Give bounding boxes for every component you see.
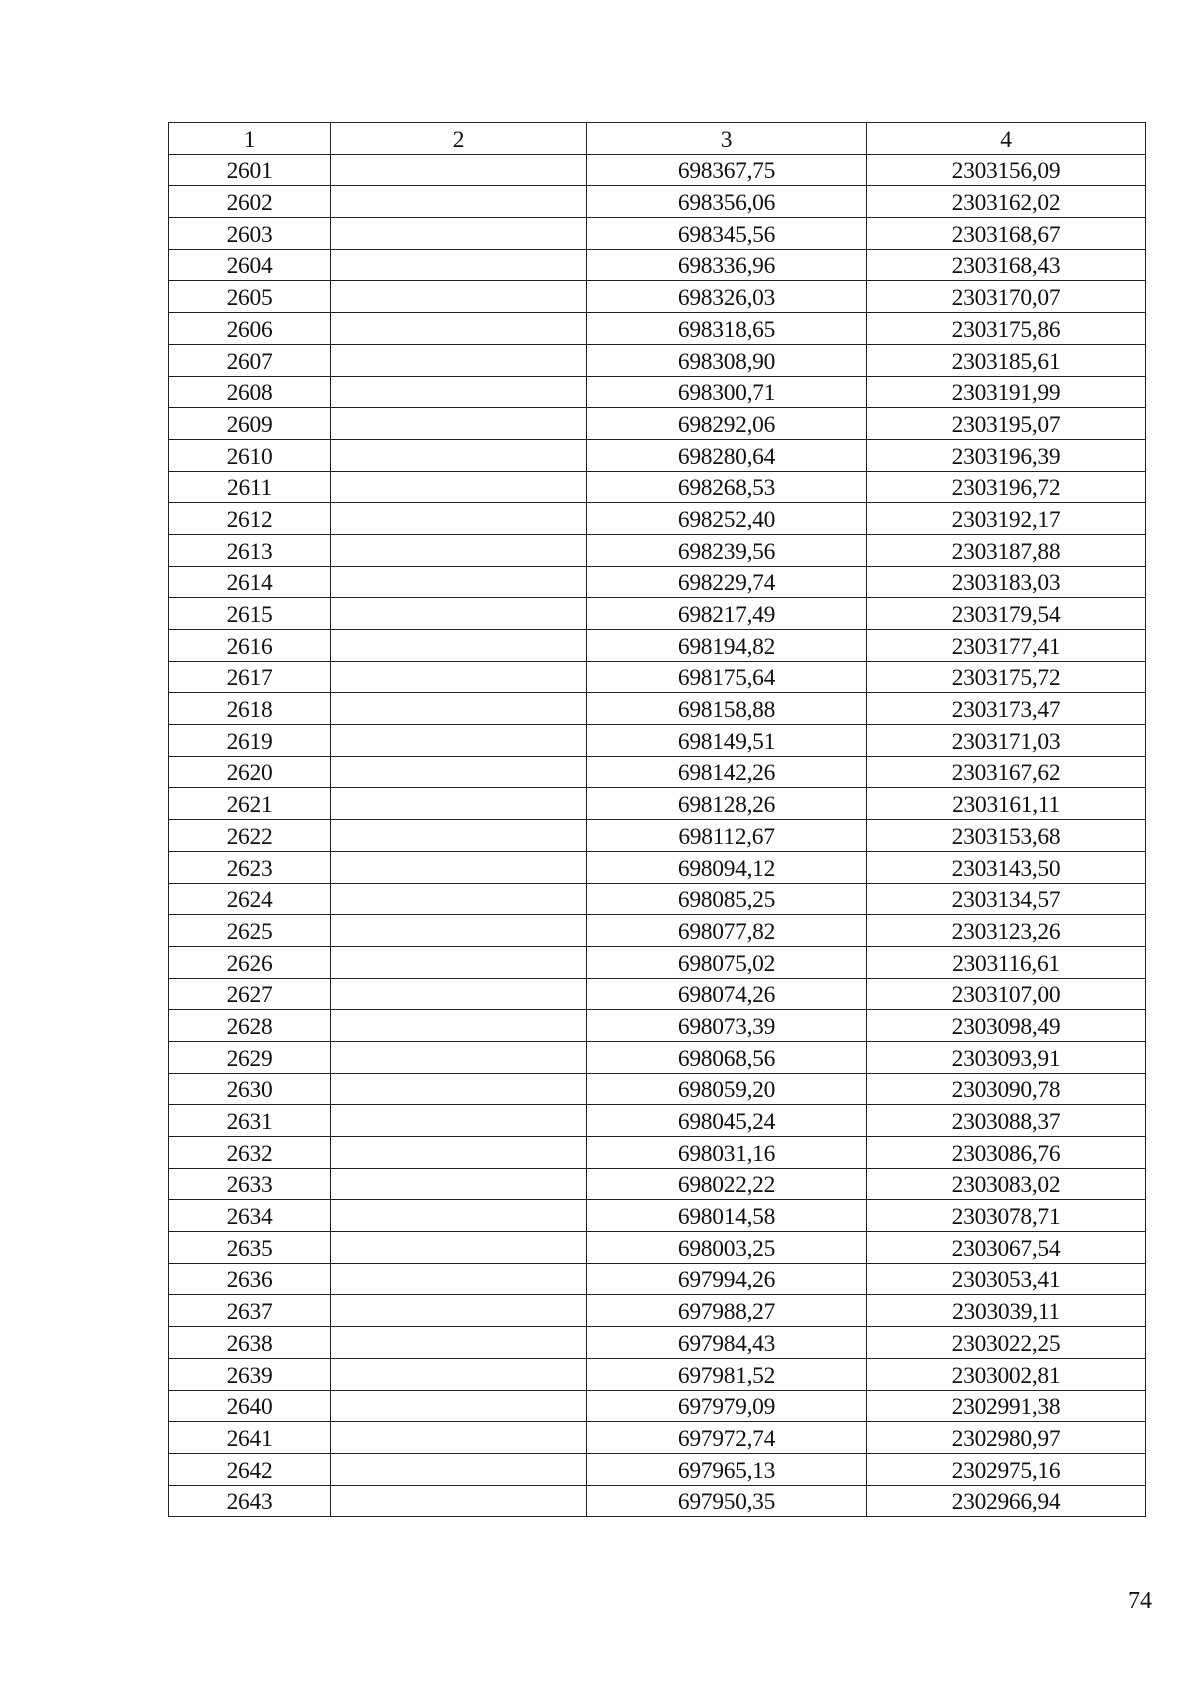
y-coordinate-cell: 2303177,41 bbox=[867, 630, 1146, 662]
y-coordinate-cell: 2303156,09 bbox=[867, 154, 1146, 186]
empty-cell bbox=[331, 1200, 587, 1232]
x-coordinate-cell: 697984,43 bbox=[587, 1327, 867, 1359]
empty-cell bbox=[331, 439, 587, 471]
y-coordinate-cell: 2303123,26 bbox=[867, 915, 1146, 947]
point-number-cell: 2602 bbox=[169, 186, 331, 218]
point-number-cell: 2633 bbox=[169, 1168, 331, 1200]
empty-cell bbox=[331, 313, 587, 345]
y-coordinate-cell: 2303153,68 bbox=[867, 820, 1146, 852]
y-coordinate-cell: 2303143,50 bbox=[867, 851, 1146, 883]
x-coordinate-cell: 698094,12 bbox=[587, 851, 867, 883]
table-row bbox=[169, 154, 1146, 186]
x-coordinate-cell: 697994,26 bbox=[587, 1263, 867, 1295]
empty-cell bbox=[331, 1010, 587, 1042]
table-row bbox=[169, 376, 1146, 408]
x-coordinate-cell: 698308,90 bbox=[587, 344, 867, 376]
table-row bbox=[169, 503, 1146, 535]
point-number-cell: 2640 bbox=[169, 1390, 331, 1422]
empty-cell bbox=[331, 376, 587, 408]
table-row bbox=[169, 471, 1146, 503]
table-row bbox=[169, 1485, 1146, 1517]
y-coordinate-cell: 2303175,86 bbox=[867, 313, 1146, 345]
table-row bbox=[169, 915, 1146, 947]
table-row bbox=[169, 218, 1146, 250]
table-row bbox=[169, 313, 1146, 345]
point-number-cell: 2635 bbox=[169, 1232, 331, 1264]
empty-cell bbox=[331, 883, 587, 915]
table-row bbox=[169, 946, 1146, 978]
point-number-cell: 2641 bbox=[169, 1422, 331, 1454]
x-coordinate-cell: 698318,65 bbox=[587, 313, 867, 345]
point-number-cell: 2627 bbox=[169, 978, 331, 1010]
x-coordinate-cell: 697965,13 bbox=[587, 1453, 867, 1485]
table-row bbox=[169, 978, 1146, 1010]
y-coordinate-cell: 2303053,41 bbox=[867, 1263, 1146, 1295]
x-coordinate-cell: 698085,25 bbox=[587, 883, 867, 915]
empty-cell bbox=[331, 693, 587, 725]
y-coordinate-cell: 2302980,97 bbox=[867, 1422, 1146, 1454]
point-number-cell: 2601 bbox=[169, 154, 331, 186]
x-coordinate-cell: 698292,06 bbox=[587, 408, 867, 440]
point-number-cell: 2637 bbox=[169, 1295, 331, 1327]
point-number-cell: 2613 bbox=[169, 534, 331, 566]
table-row bbox=[169, 756, 1146, 788]
x-coordinate-cell: 698059,20 bbox=[587, 1073, 867, 1105]
table-row bbox=[169, 1453, 1146, 1485]
table-row bbox=[169, 344, 1146, 376]
y-coordinate-cell: 2303168,43 bbox=[867, 249, 1146, 281]
table-row bbox=[169, 1200, 1146, 1232]
table-header bbox=[169, 123, 1146, 155]
x-coordinate-cell: 697988,27 bbox=[587, 1295, 867, 1327]
table-row bbox=[169, 1327, 1146, 1359]
y-coordinate-cell: 2302975,16 bbox=[867, 1453, 1146, 1485]
table-row bbox=[169, 1295, 1146, 1327]
x-coordinate-cell: 697972,74 bbox=[587, 1422, 867, 1454]
point-number-cell: 2615 bbox=[169, 598, 331, 630]
x-coordinate-cell: 698175,64 bbox=[587, 661, 867, 693]
table-row bbox=[169, 1137, 1146, 1169]
empty-cell bbox=[331, 1041, 587, 1073]
table-row bbox=[169, 598, 1146, 630]
empty-cell bbox=[331, 1073, 587, 1105]
table-row bbox=[169, 1041, 1146, 1073]
empty-cell bbox=[331, 408, 587, 440]
table-row bbox=[169, 1422, 1146, 1454]
point-number-cell: 2636 bbox=[169, 1263, 331, 1295]
table-row bbox=[169, 693, 1146, 725]
point-number-cell: 2629 bbox=[169, 1041, 331, 1073]
x-coordinate-cell: 698336,96 bbox=[587, 249, 867, 281]
empty-cell bbox=[331, 249, 587, 281]
empty-cell bbox=[331, 186, 587, 218]
empty-cell bbox=[331, 1137, 587, 1169]
point-number-cell: 2604 bbox=[169, 249, 331, 281]
y-coordinate-cell: 2303002,81 bbox=[867, 1358, 1146, 1390]
point-number-cell: 2620 bbox=[169, 756, 331, 788]
y-coordinate-cell: 2303167,62 bbox=[867, 756, 1146, 788]
x-coordinate-cell: 698014,58 bbox=[587, 1200, 867, 1232]
x-coordinate-cell: 698003,25 bbox=[587, 1232, 867, 1264]
point-number-cell: 2606 bbox=[169, 313, 331, 345]
y-coordinate-cell: 2303171,03 bbox=[867, 725, 1146, 757]
y-coordinate-cell: 2303187,88 bbox=[867, 534, 1146, 566]
point-number-cell: 2623 bbox=[169, 851, 331, 883]
point-number-cell: 2617 bbox=[169, 661, 331, 693]
y-coordinate-cell: 2303090,78 bbox=[867, 1073, 1146, 1105]
point-number-cell: 2626 bbox=[169, 946, 331, 978]
point-number-cell: 2614 bbox=[169, 566, 331, 598]
x-coordinate-cell: 698142,26 bbox=[587, 756, 867, 788]
header-row bbox=[169, 123, 1146, 155]
table-row bbox=[169, 1390, 1146, 1422]
table-row bbox=[169, 186, 1146, 218]
empty-cell bbox=[331, 756, 587, 788]
empty-cell bbox=[331, 344, 587, 376]
table-row bbox=[169, 1105, 1146, 1137]
x-coordinate-cell: 698356,06 bbox=[587, 186, 867, 218]
empty-cell bbox=[331, 661, 587, 693]
y-coordinate-cell: 2303039,11 bbox=[867, 1295, 1146, 1327]
empty-cell bbox=[331, 218, 587, 250]
empty-cell bbox=[331, 851, 587, 883]
table-row bbox=[169, 661, 1146, 693]
y-coordinate-cell: 2303179,54 bbox=[867, 598, 1146, 630]
y-coordinate-cell: 2302991,38 bbox=[867, 1390, 1146, 1422]
table-row bbox=[169, 1168, 1146, 1200]
point-number-cell: 2611 bbox=[169, 471, 331, 503]
table-row bbox=[169, 1232, 1146, 1264]
empty-cell bbox=[331, 1422, 587, 1454]
table-row bbox=[169, 1073, 1146, 1105]
x-coordinate-cell: 698074,26 bbox=[587, 978, 867, 1010]
y-coordinate-cell: 2303196,72 bbox=[867, 471, 1146, 503]
x-coordinate-cell: 698268,53 bbox=[587, 471, 867, 503]
table-row bbox=[169, 820, 1146, 852]
point-number-cell: 2622 bbox=[169, 820, 331, 852]
table-row bbox=[169, 281, 1146, 313]
empty-cell bbox=[331, 788, 587, 820]
y-coordinate-cell: 2303175,72 bbox=[867, 661, 1146, 693]
x-coordinate-cell: 698217,49 bbox=[587, 598, 867, 630]
x-coordinate-cell: 697981,52 bbox=[587, 1358, 867, 1390]
point-number-cell: 2628 bbox=[169, 1010, 331, 1042]
x-coordinate-cell: 698128,26 bbox=[587, 788, 867, 820]
table-row bbox=[169, 630, 1146, 662]
y-coordinate-cell: 2303107,00 bbox=[867, 978, 1146, 1010]
empty-cell bbox=[331, 1263, 587, 1295]
point-number-cell: 2618 bbox=[169, 693, 331, 725]
x-coordinate-cell: 698280,64 bbox=[587, 439, 867, 471]
y-coordinate-cell: 2303168,67 bbox=[867, 218, 1146, 250]
empty-cell bbox=[331, 1232, 587, 1264]
point-number-cell: 2609 bbox=[169, 408, 331, 440]
empty-cell bbox=[331, 281, 587, 313]
y-coordinate-cell: 2303191,99 bbox=[867, 376, 1146, 408]
x-coordinate-cell: 698252,40 bbox=[587, 503, 867, 535]
y-coordinate-cell: 2303116,61 bbox=[867, 946, 1146, 978]
empty-cell bbox=[331, 630, 587, 662]
x-coordinate-cell: 698229,74 bbox=[587, 566, 867, 598]
table-row bbox=[169, 439, 1146, 471]
point-number-cell: 2625 bbox=[169, 915, 331, 947]
table-row bbox=[169, 1010, 1146, 1042]
x-coordinate-cell: 698077,82 bbox=[587, 915, 867, 947]
y-coordinate-cell: 2303196,39 bbox=[867, 439, 1146, 471]
point-number-cell: 2631 bbox=[169, 1105, 331, 1137]
x-coordinate-cell: 698112,67 bbox=[587, 820, 867, 852]
table-body bbox=[169, 154, 1146, 1517]
empty-cell bbox=[331, 1168, 587, 1200]
y-coordinate-cell: 2303162,02 bbox=[867, 186, 1146, 218]
x-coordinate-cell: 698194,82 bbox=[587, 630, 867, 662]
point-number-cell: 2608 bbox=[169, 376, 331, 408]
y-coordinate-cell: 2303022,25 bbox=[867, 1327, 1146, 1359]
point-number-cell: 2619 bbox=[169, 725, 331, 757]
point-number-cell: 2624 bbox=[169, 883, 331, 915]
point-number-cell: 2632 bbox=[169, 1137, 331, 1169]
empty-cell bbox=[331, 534, 587, 566]
empty-cell bbox=[331, 598, 587, 630]
point-number-cell: 2612 bbox=[169, 503, 331, 535]
y-coordinate-cell: 2303161,11 bbox=[867, 788, 1146, 820]
table-row bbox=[169, 1263, 1146, 1295]
point-number-cell: 2638 bbox=[169, 1327, 331, 1359]
y-coordinate-cell: 2303078,71 bbox=[867, 1200, 1146, 1232]
header-cell-3: 3 bbox=[587, 123, 867, 155]
point-number-cell: 2634 bbox=[169, 1200, 331, 1232]
x-coordinate-cell: 698300,71 bbox=[587, 376, 867, 408]
x-coordinate-cell: 698326,03 bbox=[587, 281, 867, 313]
point-number-cell: 2610 bbox=[169, 439, 331, 471]
x-coordinate-cell: 698367,75 bbox=[587, 154, 867, 186]
y-coordinate-cell: 2303088,37 bbox=[867, 1105, 1146, 1137]
empty-cell bbox=[331, 1390, 587, 1422]
y-coordinate-cell: 2303134,57 bbox=[867, 883, 1146, 915]
point-number-cell: 2639 bbox=[169, 1358, 331, 1390]
y-coordinate-cell: 2303086,76 bbox=[867, 1137, 1146, 1169]
empty-cell bbox=[331, 915, 587, 947]
empty-cell bbox=[331, 1358, 587, 1390]
table-row bbox=[169, 1358, 1146, 1390]
empty-cell bbox=[331, 725, 587, 757]
y-coordinate-cell: 2303192,17 bbox=[867, 503, 1146, 535]
y-coordinate-cell: 2303083,02 bbox=[867, 1168, 1146, 1200]
x-coordinate-cell: 697950,35 bbox=[587, 1485, 867, 1517]
header-cell-1: 1 bbox=[169, 123, 331, 155]
y-coordinate-cell: 2303185,61 bbox=[867, 344, 1146, 376]
x-coordinate-cell: 698022,22 bbox=[587, 1168, 867, 1200]
empty-cell bbox=[331, 946, 587, 978]
empty-cell bbox=[331, 1105, 587, 1137]
y-coordinate-cell: 2303093,91 bbox=[867, 1041, 1146, 1073]
y-coordinate-cell: 2303170,07 bbox=[867, 281, 1146, 313]
table-row bbox=[169, 408, 1146, 440]
point-number-cell: 2642 bbox=[169, 1453, 331, 1485]
table-row bbox=[169, 566, 1146, 598]
empty-cell bbox=[331, 820, 587, 852]
x-coordinate-cell: 697979,09 bbox=[587, 1390, 867, 1422]
y-coordinate-cell: 2303098,49 bbox=[867, 1010, 1146, 1042]
x-coordinate-cell: 698345,56 bbox=[587, 218, 867, 250]
x-coordinate-cell: 698075,02 bbox=[587, 946, 867, 978]
table-row bbox=[169, 725, 1146, 757]
point-number-cell: 2607 bbox=[169, 344, 331, 376]
x-coordinate-cell: 698073,39 bbox=[587, 1010, 867, 1042]
x-coordinate-cell: 698031,16 bbox=[587, 1137, 867, 1169]
table-row bbox=[169, 883, 1146, 915]
empty-cell bbox=[331, 566, 587, 598]
x-coordinate-cell: 698239,56 bbox=[587, 534, 867, 566]
point-number-cell: 2643 bbox=[169, 1485, 331, 1517]
x-coordinate-cell: 698068,56 bbox=[587, 1041, 867, 1073]
empty-cell bbox=[331, 471, 587, 503]
empty-cell bbox=[331, 1485, 587, 1517]
header-cell-4: 4 bbox=[867, 123, 1146, 155]
y-coordinate-cell: 2303173,47 bbox=[867, 693, 1146, 725]
x-coordinate-cell: 698045,24 bbox=[587, 1105, 867, 1137]
y-coordinate-cell: 2303067,54 bbox=[867, 1232, 1146, 1264]
y-coordinate-cell: 2302966,94 bbox=[867, 1485, 1146, 1517]
table-row bbox=[169, 249, 1146, 281]
empty-cell bbox=[331, 978, 587, 1010]
point-number-cell: 2616 bbox=[169, 630, 331, 662]
empty-cell bbox=[331, 503, 587, 535]
x-coordinate-cell: 698158,88 bbox=[587, 693, 867, 725]
table-row bbox=[169, 851, 1146, 883]
empty-cell bbox=[331, 154, 587, 186]
coordinates-table bbox=[168, 122, 1146, 1517]
table-row bbox=[169, 534, 1146, 566]
table-row bbox=[169, 788, 1146, 820]
empty-cell bbox=[331, 1453, 587, 1485]
x-coordinate-cell: 698149,51 bbox=[587, 725, 867, 757]
header-cell-2: 2 bbox=[331, 123, 587, 155]
point-number-cell: 2630 bbox=[169, 1073, 331, 1105]
point-number-cell: 2603 bbox=[169, 218, 331, 250]
y-coordinate-cell: 2303183,03 bbox=[867, 566, 1146, 598]
page-number: 74 bbox=[1128, 1588, 1152, 1614]
point-number-cell: 2605 bbox=[169, 281, 331, 313]
empty-cell bbox=[331, 1295, 587, 1327]
empty-cell bbox=[331, 1327, 587, 1359]
y-coordinate-cell: 2303195,07 bbox=[867, 408, 1146, 440]
point-number-cell: 2621 bbox=[169, 788, 331, 820]
